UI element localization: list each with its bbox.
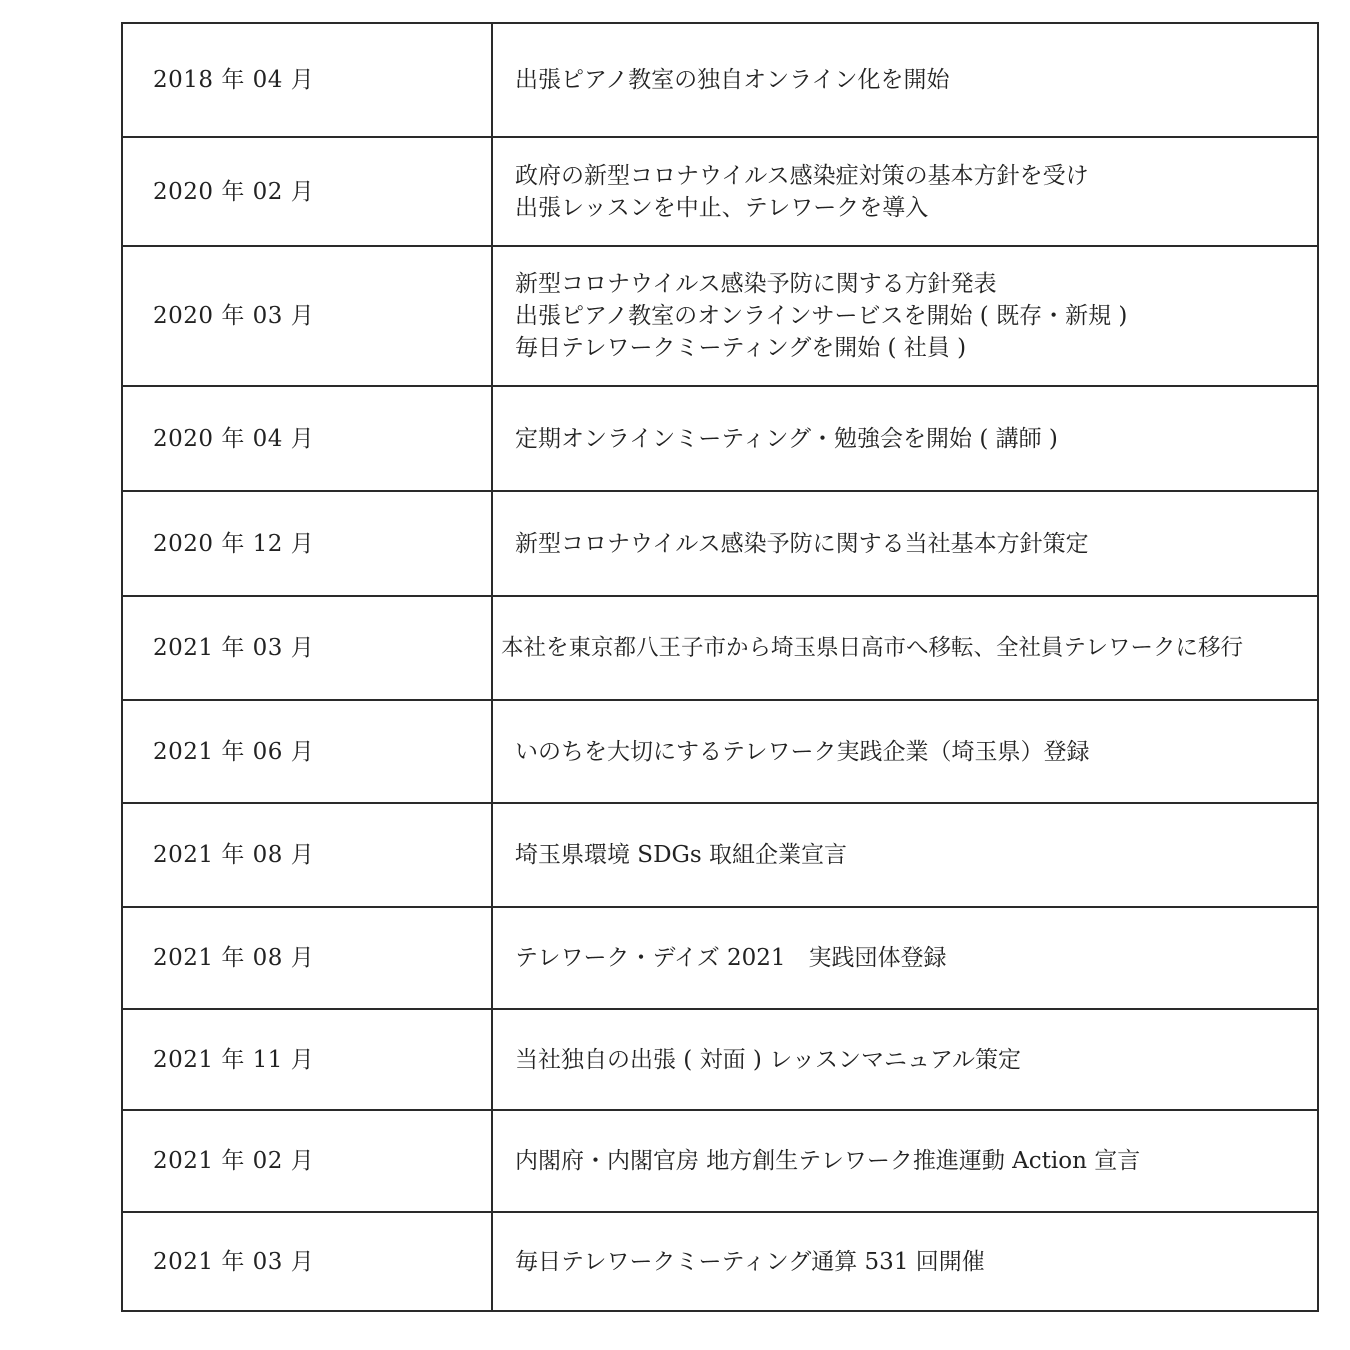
event-cell <box>492 1009 1318 1110</box>
event-cell <box>492 386 1318 491</box>
table-row <box>122 700 1318 803</box>
event-text: 本社を東京都八王子市から埼玉県日高市へ移転、全社員テレワークに移行 <box>501 635 1244 661</box>
event-cell <box>492 803 1318 907</box>
event-text: 毎日テレワークミーティング通算 531 回開催 <box>515 1248 985 1275</box>
date-cell: 2018 年 04 月 <box>122 23 492 137</box>
event-text: 定期オンラインミーティング・勉強会を開始 ( 講師 ) <box>515 425 1058 452</box>
date-cell: 2021 年 08 月 <box>122 907 492 1009</box>
event-cell <box>492 23 1318 137</box>
date-cell: 2020 年 12 月 <box>122 491 492 596</box>
table-row <box>122 1212 1318 1311</box>
date-cell: 2020 年 02 月 <box>122 137 492 246</box>
date-cell: 2021 年 03 月 <box>122 596 492 700</box>
event-text: 政府の新型コロナウイルス感染症対策の基本方針を受け <box>515 162 1089 189</box>
event-text: 出張レッスンを中止、テレワークを導入 <box>515 194 929 221</box>
date-cell: 2021 年 11 月 <box>122 1009 492 1110</box>
event-text: テレワーク・デイズ 2021 実践団体登録 <box>515 945 947 971</box>
event-cell <box>492 1212 1318 1311</box>
event-text: 当社独自の出張 ( 対面 ) レッスンマニュアル策定 <box>515 1046 1022 1073</box>
event-text: 毎日テレワークミーティングを開始 ( 社員 ) <box>515 335 967 361</box>
date-cell: 2021 年 06 月 <box>122 700 492 803</box>
table-row <box>122 1009 1318 1110</box>
table-row <box>122 596 1318 700</box>
table-row <box>122 23 1318 137</box>
event-text: いのちを大切にするテレワーク実践企業（埼玉県）登録 <box>515 738 1090 765</box>
event-cell <box>492 137 1318 246</box>
date-cell: 2020 年 03 月 <box>122 246 492 386</box>
table-row <box>122 1110 1318 1212</box>
event-text: 出張ピアノ教室の独自オンライン化を開始 <box>515 67 950 93</box>
event-cell <box>492 700 1318 803</box>
event-cell <box>492 246 1318 386</box>
date-cell: 2021 年 03 月 <box>122 1212 492 1311</box>
event-cell <box>492 491 1318 596</box>
table-row <box>122 491 1318 596</box>
event-text: 新型コロナウイルス感染予防に関する当社基本方針策定 <box>515 530 1089 557</box>
date-cell: 2020 年 04 月 <box>122 386 492 491</box>
table-row <box>122 246 1318 386</box>
timeline-table <box>121 22 1319 1312</box>
event-text: 内閣府・内閣官房 地方創生テレワーク推進運動 Action 宣言 <box>515 1148 1141 1174</box>
event-cell <box>492 907 1318 1009</box>
table-row <box>122 803 1318 907</box>
table-row <box>122 386 1318 491</box>
date-cell: 2021 年 02 月 <box>122 1110 492 1212</box>
event-text: 新型コロナウイルス感染予防に関する方針発表 <box>515 271 997 297</box>
date-cell: 2021 年 08 月 <box>122 803 492 907</box>
table-row <box>122 907 1318 1009</box>
event-text: 埼玉県環境 SDGs 取組企業宣言 <box>515 842 847 868</box>
event-cell <box>492 1110 1318 1212</box>
table-row <box>122 137 1318 246</box>
event-cell <box>492 596 1318 700</box>
event-text: 出張ピアノ教室のオンラインサービスを開始 ( 既存・新規 ) <box>515 303 1128 329</box>
